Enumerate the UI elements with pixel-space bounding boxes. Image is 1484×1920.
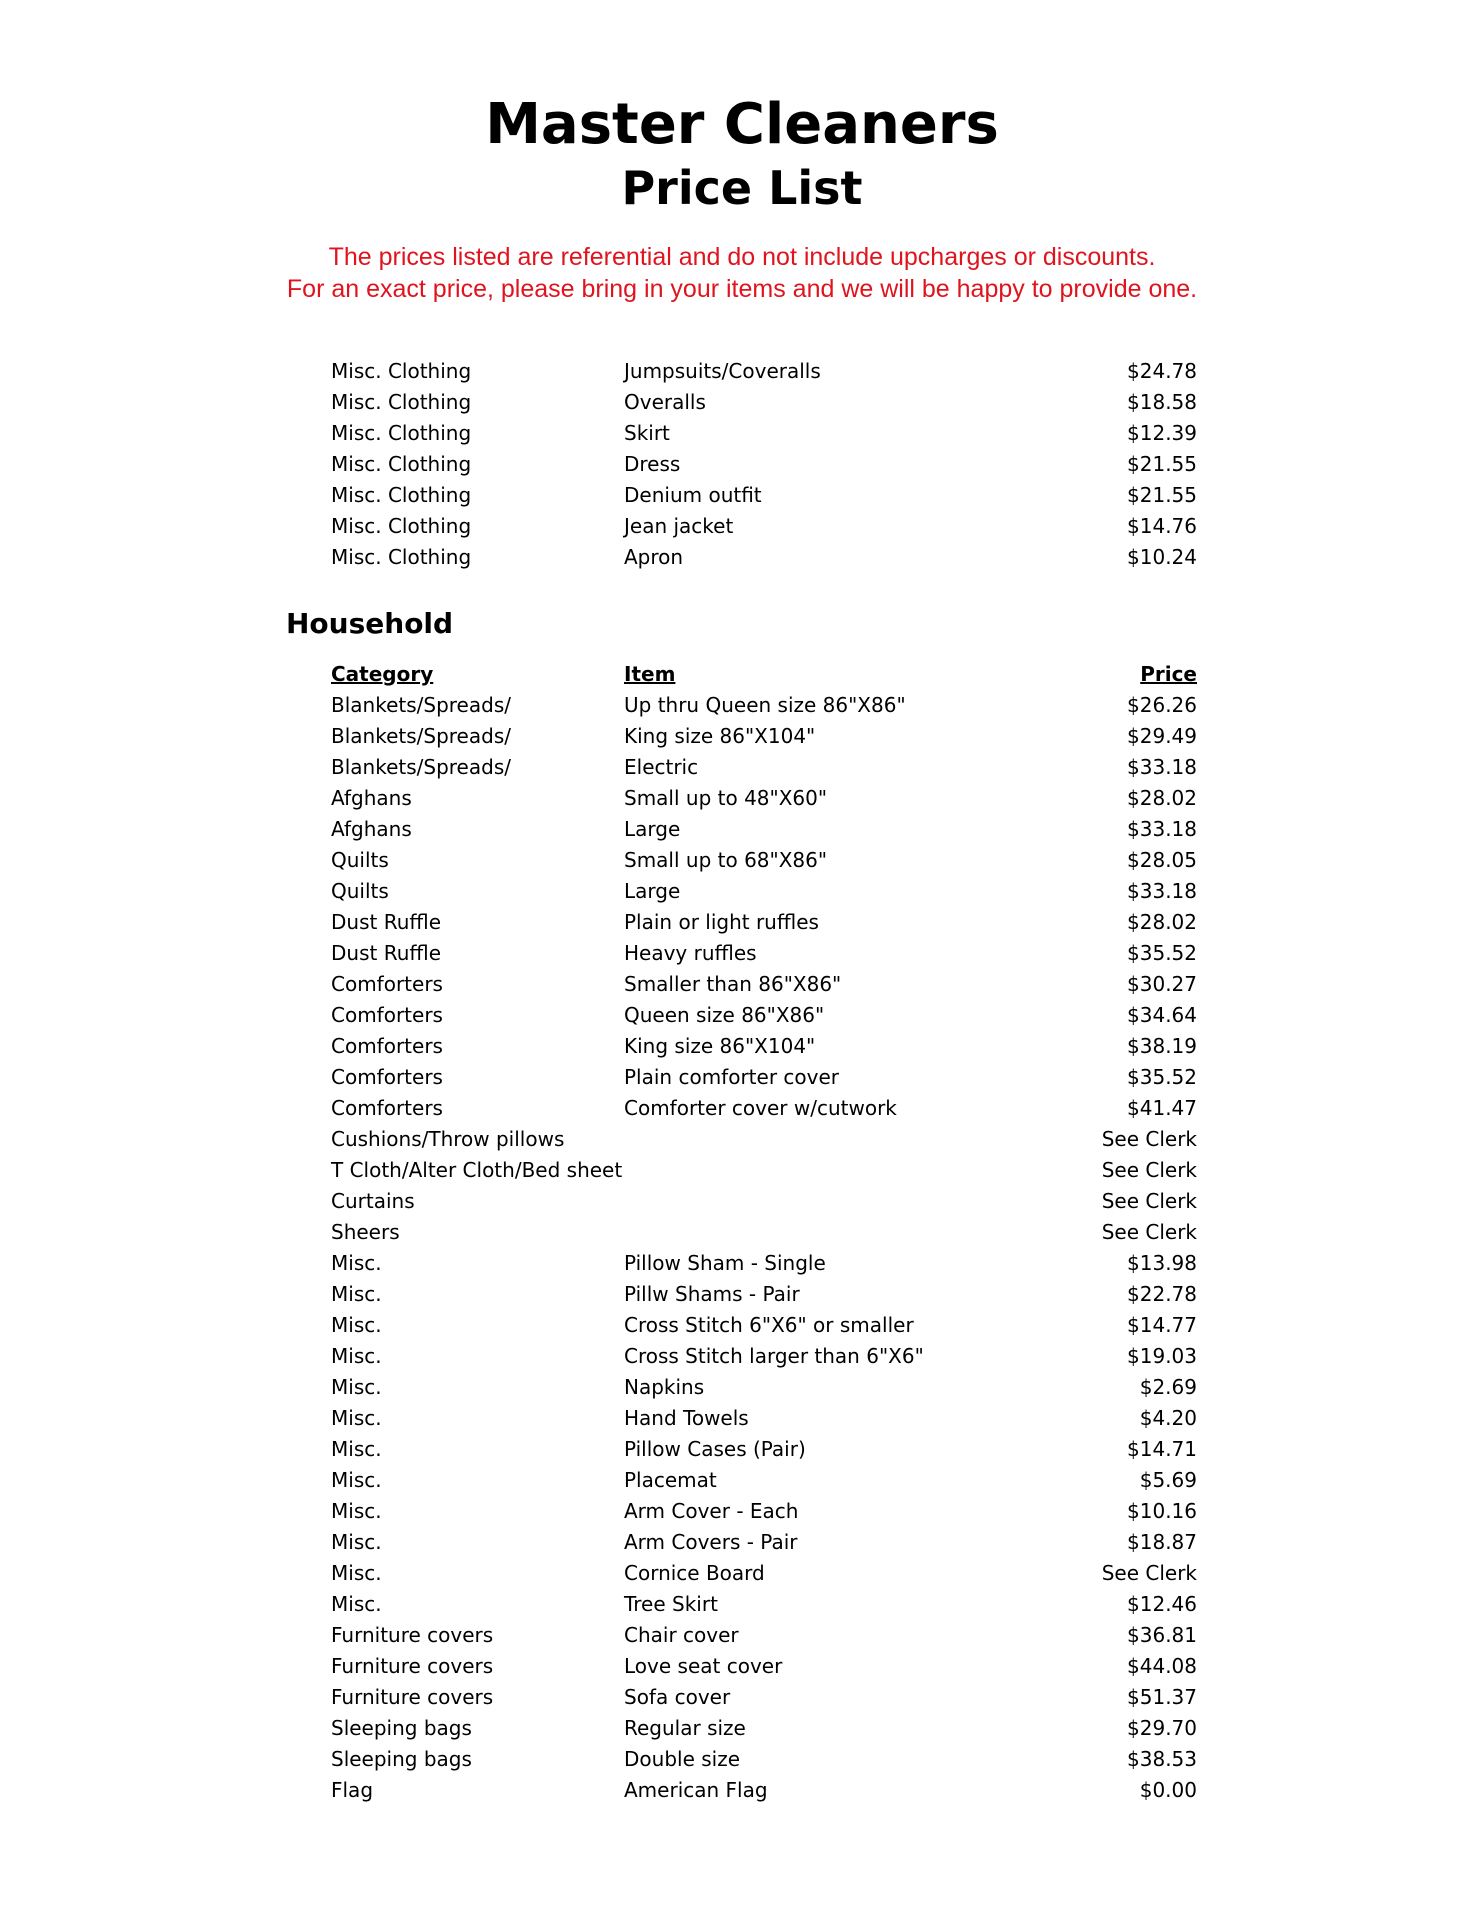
price-row	[0, 542, 1484, 573]
price-row	[0, 1465, 1484, 1496]
row-item: Pillw Shams - Pair	[624, 1282, 800, 1306]
price-row	[0, 1248, 1484, 1279]
row-item: Small up to 48"X60"	[624, 786, 828, 810]
price-row	[0, 1775, 1484, 1806]
row-item: Regular size	[624, 1716, 746, 1740]
notice-line-1: The prices listed are referential and do not include upcharges or discounts.	[328, 243, 1156, 271]
item-column-header: Item	[624, 662, 676, 686]
row-price: $4.20	[1139, 1406, 1197, 1430]
price-row	[0, 387, 1484, 418]
row-price: $24.78	[1127, 359, 1197, 383]
price-row	[0, 1589, 1484, 1620]
row-category: Quilts	[331, 879, 389, 903]
price-row	[0, 1651, 1484, 1682]
row-category: Dust Ruffle	[331, 910, 442, 934]
row-category: Flag	[331, 1778, 374, 1802]
price-row	[0, 1155, 1484, 1186]
price-row	[0, 511, 1484, 542]
row-price: $14.77	[1127, 1313, 1197, 1337]
price-row	[0, 418, 1484, 449]
price-row	[0, 814, 1484, 845]
row-category: Misc. Clothing	[331, 359, 472, 383]
row-price: $38.53	[1127, 1747, 1197, 1771]
row-price: $10.24	[1127, 545, 1197, 569]
row-price: See Clerk	[1101, 1220, 1197, 1244]
row-category: Furniture covers	[331, 1623, 494, 1647]
price-row	[0, 449, 1484, 480]
row-category: Misc.	[331, 1344, 382, 1368]
row-price: $34.64	[1127, 1003, 1197, 1027]
row-price: $18.87	[1127, 1530, 1197, 1554]
row-category: Misc.	[331, 1406, 382, 1430]
row-category: Comforters	[331, 1096, 443, 1120]
page-subtitle: Price List	[621, 161, 863, 215]
row-item: Small up to 68"X86"	[624, 848, 828, 872]
price-row	[0, 907, 1484, 938]
row-category: Curtains	[331, 1189, 415, 1213]
row-category: Misc. Clothing	[331, 390, 472, 414]
household-list	[0, 690, 1484, 1806]
category-column-header: Category	[331, 662, 434, 686]
row-item: Arm Covers - Pair	[624, 1530, 798, 1554]
row-category: Furniture covers	[331, 1654, 494, 1678]
row-price: $22.78	[1127, 1282, 1197, 1306]
row-item: Placemat	[624, 1468, 717, 1492]
price-row	[0, 480, 1484, 511]
row-price: $35.52	[1127, 941, 1197, 965]
row-category: Dust Ruffle	[331, 941, 442, 965]
row-price: $14.76	[1127, 514, 1197, 538]
row-category: Misc.	[331, 1468, 382, 1492]
row-price: $26.26	[1127, 693, 1197, 717]
row-category: Misc.	[331, 1251, 382, 1275]
price-row	[0, 1620, 1484, 1651]
price-row	[0, 1062, 1484, 1093]
row-price: $33.18	[1127, 817, 1197, 841]
price-row	[0, 1217, 1484, 1248]
price-row	[0, 1031, 1484, 1062]
row-item: King size 86"X104"	[624, 724, 816, 748]
row-price: $35.52	[1127, 1065, 1197, 1089]
row-item: Denium outfit	[624, 483, 762, 507]
row-category: Misc. Clothing	[331, 514, 472, 538]
row-price: See Clerk	[1101, 1561, 1197, 1585]
row-price: $28.05	[1127, 848, 1197, 872]
price-row	[0, 1558, 1484, 1589]
price-row	[0, 690, 1484, 721]
row-item: Jean jacket	[624, 514, 734, 538]
row-category: Sheers	[331, 1220, 400, 1244]
row-item: Overalls	[624, 390, 706, 414]
price-row	[0, 1372, 1484, 1403]
row-item: Heavy ruffles	[624, 941, 757, 965]
row-item: Comforter cover w/cutwork	[624, 1096, 897, 1120]
row-price: See Clerk	[1101, 1189, 1197, 1213]
row-category: Comforters	[331, 1003, 443, 1027]
row-item: Jumpsuits/Coveralls	[624, 359, 821, 383]
row-category: Sleeping bags	[331, 1747, 472, 1771]
row-item: Apron	[624, 545, 684, 569]
row-item: Skirt	[624, 421, 670, 445]
row-item: Napkins	[624, 1375, 705, 1399]
row-price: $41.47	[1127, 1096, 1197, 1120]
row-price: $21.55	[1127, 452, 1197, 476]
row-category: Misc. Clothing	[331, 452, 472, 476]
row-category: Misc.	[331, 1313, 382, 1337]
row-item: Cross Stitch larger than 6"X6"	[624, 1344, 924, 1368]
row-category: Misc.	[331, 1437, 382, 1461]
row-item: Cross Stitch 6"X6" or smaller	[624, 1313, 914, 1337]
price-row	[0, 356, 1484, 387]
row-item: Dress	[624, 452, 681, 476]
row-price: $14.71	[1127, 1437, 1197, 1461]
row-category: Comforters	[331, 1065, 443, 1089]
price-notice	[0, 241, 1484, 305]
row-price: $2.69	[1139, 1375, 1197, 1399]
row-item: King size 86"X104"	[624, 1034, 816, 1058]
row-item: Love seat cover	[624, 1654, 783, 1678]
row-item: Cornice Board	[624, 1561, 765, 1585]
row-item: Pillow Cases (Pair)	[624, 1437, 806, 1461]
row-price: $29.49	[1127, 724, 1197, 748]
price-row	[0, 1186, 1484, 1217]
row-category: Blankets/Spreads/	[331, 693, 511, 717]
row-item: Queen size 86"X86"	[624, 1003, 825, 1027]
price-row	[0, 1496, 1484, 1527]
notice-line-2: For an exact price, please bring in your items and we will be happy to provide one.	[286, 275, 1198, 303]
row-category: Misc. Clothing	[331, 483, 472, 507]
household-column-headers	[0, 659, 1484, 690]
row-price: $33.18	[1127, 755, 1197, 779]
row-price: $33.18	[1127, 879, 1197, 903]
row-category: Afghans	[331, 786, 412, 810]
price-row	[0, 876, 1484, 907]
price-row	[0, 1527, 1484, 1558]
row-item: Sofa cover	[624, 1685, 731, 1709]
row-item: American Flag	[624, 1778, 768, 1802]
row-item: Chair cover	[624, 1623, 739, 1647]
row-price: $51.37	[1127, 1685, 1197, 1709]
row-price: $36.81	[1127, 1623, 1197, 1647]
row-category: Misc.	[331, 1499, 382, 1523]
price-row	[0, 1434, 1484, 1465]
row-category: Misc.	[331, 1282, 382, 1306]
row-category: Comforters	[331, 1034, 443, 1058]
row-item: Pillow Sham - Single	[624, 1251, 826, 1275]
row-item: Electric	[624, 755, 699, 779]
household-heading: Household	[286, 607, 454, 640]
row-price: $12.39	[1127, 421, 1197, 445]
price-row	[0, 938, 1484, 969]
row-price: $0.00	[1139, 1778, 1197, 1802]
row-category: Blankets/Spreads/	[331, 755, 511, 779]
row-price: $12.46	[1127, 1592, 1197, 1616]
price-row	[0, 1744, 1484, 1775]
price-row	[0, 1124, 1484, 1155]
row-item: Hand Towels	[624, 1406, 749, 1430]
row-category: Misc.	[331, 1530, 382, 1554]
row-category: Misc.	[331, 1561, 382, 1585]
price-row	[0, 1682, 1484, 1713]
row-category: Sleeping bags	[331, 1716, 472, 1740]
misc-clothing-list	[0, 356, 1484, 573]
row-price: $13.98	[1127, 1251, 1197, 1275]
row-category: Afghans	[331, 817, 412, 841]
price-row	[0, 1279, 1484, 1310]
price-row	[0, 783, 1484, 814]
row-price: $38.19	[1127, 1034, 1197, 1058]
price-row	[0, 969, 1484, 1000]
price-row	[0, 1403, 1484, 1434]
row-category: Comforters	[331, 972, 443, 996]
row-item: Tree Skirt	[624, 1592, 718, 1616]
price-row	[0, 1341, 1484, 1372]
row-item: Arm Cover - Each	[624, 1499, 799, 1523]
row-item: Smaller than 86"X86"	[624, 972, 842, 996]
row-price: $44.08	[1127, 1654, 1197, 1678]
row-item: Plain comforter cover	[624, 1065, 839, 1089]
price-row	[0, 1713, 1484, 1744]
row-category: Furniture covers	[331, 1685, 494, 1709]
row-price: $10.16	[1127, 1499, 1197, 1523]
row-item: Double size	[624, 1747, 741, 1771]
row-price: $29.70	[1127, 1716, 1197, 1740]
row-price: $18.58	[1127, 390, 1197, 414]
row-category: Misc.	[331, 1592, 382, 1616]
row-price: $21.55	[1127, 483, 1197, 507]
row-price: $28.02	[1127, 786, 1197, 810]
row-item: Large	[624, 817, 681, 841]
row-price: $28.02	[1127, 910, 1197, 934]
row-price: See Clerk	[1101, 1158, 1197, 1182]
row-category: Misc.	[331, 1375, 382, 1399]
row-category: T Cloth/Alter Cloth/Bed sheet	[331, 1158, 623, 1182]
price-row	[0, 1000, 1484, 1031]
price-row	[0, 1310, 1484, 1341]
row-item: Up thru Queen size 86"X86"	[624, 693, 906, 717]
row-price: $5.69	[1139, 1468, 1197, 1492]
row-category: Blankets/Spreads/	[331, 724, 511, 748]
price-row	[0, 721, 1484, 752]
price-row	[0, 1093, 1484, 1124]
price-column-header: Price	[1140, 662, 1197, 686]
row-category: Misc. Clothing	[331, 421, 472, 445]
price-row	[0, 845, 1484, 876]
row-category: Cushions/Throw pillows	[331, 1127, 565, 1151]
row-item: Large	[624, 879, 681, 903]
page-title: Master Cleaners	[485, 92, 999, 157]
row-item: Plain or light ruffles	[624, 910, 819, 934]
row-price: $30.27	[1127, 972, 1197, 996]
row-category: Misc. Clothing	[331, 545, 472, 569]
price-row	[0, 752, 1484, 783]
row-price: See Clerk	[1101, 1127, 1197, 1151]
row-price: $19.03	[1127, 1344, 1197, 1368]
row-category: Quilts	[331, 848, 389, 872]
